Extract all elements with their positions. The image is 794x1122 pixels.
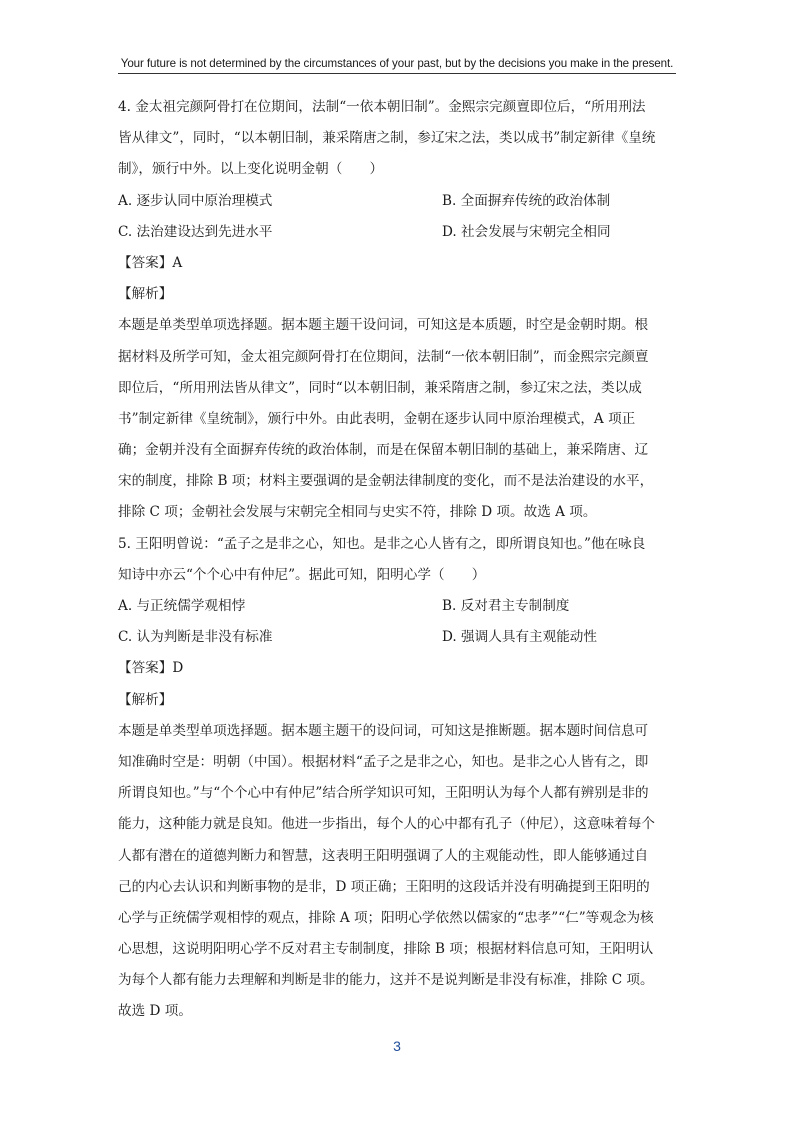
question-5-analysis-line-1: 本题是单类型单项选择题。据本题主题干的设问词，可知这是推断题。据本题时间信息可 [118,722,649,739]
question-4-options-row-2 [118,217,678,248]
question-5-analysis-line-8: 心思想，这说明阳明心学不反对君主专制制度，排除 B 项；根据材料信息可知，王阳明认 [118,941,654,958]
question-5-analysis-line-4: 能力，这种能力就是良知。他进一步指出，每个人的心中都有孔子（仲尼），这意味着每个 [118,816,655,833]
question-4-analysis-line-2: 据材料及所学可知，金太祖完颜阿骨打在位期间，法制“一依本朝旧制”，而金熙宗完颜亶 [118,348,649,365]
question-5-stem-line-2: 知诗中亦云“个个心中有仲尼”。据此可知，阳明心学（ ） [118,566,486,583]
question-4-analysis-label: 【解析】 [118,286,173,303]
question-4-analysis-line-5: 确；金朝并没有全面摒弃传统的政治体制，而是在保留本朝旧制的基础上，兼采隋唐、辽 [118,442,649,459]
question-4-option-b: B. 全面摒弃传统的政治体制 [442,192,611,209]
question-5-options-row-2 [118,622,678,653]
question-5-stem-line-1: 5. 王阳明曾说：“孟子之是非之心，知也。是非之心人皆有之，即所谓良知也。”他在咏良 [118,535,646,552]
question-4-stem-line-2: 皆从律文”，同时，“以本朝旧制，兼采隋唐之制，参辽宋之法，类以成书”制定新律《皇统 [118,130,656,147]
question-4-analysis-line-1: 本题是单类型单项选择题。据本题主题干设问词，可知这是本质题，时空是金朝时期。根 [118,317,649,334]
question-5-analysis-line-3: 所谓良知也。”与“个个心中有仲尼”结合所学知识可知，王阳明认为每个人都有辨别是非的 [118,785,649,802]
question-5-option-d: D. 强调人具有主观能动性 [442,629,597,646]
question-4-option-d: D. 社会发展与宋朝完全相同 [442,223,611,240]
question-5-analysis-line-5: 人都有潜在的道德判断力和智慧，这表明王阳明强调了人的主观能动性，即人能够通过自 [118,847,649,864]
question-4-stem-line-3: 制》，颁行中外。以上变化说明金朝（ ） [118,161,384,178]
question-5-analysis-label: 【解析】 [118,691,173,708]
question-4-analysis-line-7: 排除 C 项；金朝社会发展与宋朝完全相同与史实不符，排除 D 项。故选 A 项。 [118,504,597,521]
question-4 [118,92,678,529]
question-5-answer: 【答案】D [118,660,184,677]
question-4-analysis-line-3: 即位后，“所用刑法皆从律文”，同时“以本朝旧制，兼采隋唐之制，参辽宋之法，类以成 [118,379,642,396]
question-4-answer: 【答案】A [118,254,183,271]
question-4-analysis-line-6: 宋的制度，排除 B 项；材料主要强调的是金朝法律制度的变化，而不是法治建设的水平， [118,473,654,490]
question-5-option-c: C. 认为判断是非没有标准 [118,629,273,646]
question-4-option-c: C. 法治建设达到先进水平 [118,223,273,240]
header-divider [118,73,676,74]
question-5-option-a: A. 与正统儒学观相悖 [118,598,246,614]
page-number: 3 [393,1038,401,1054]
question-5 [118,529,678,1028]
question-4-stem-line-1: 4. 金太祖完颜阿骨打在位期间，法制“一依本朝旧制”。金熙宗完颜亶即位后，“所用刑法 [118,99,646,115]
question-4-options-row-1 [118,186,678,217]
question-4-analysis-line-4: 书”制定新律《皇统制》，颁行中外。由此表明，金朝在逐步认同中原治理模式，A 项正 [118,410,636,427]
question-5-option-b: B. 反对君主专制制度 [442,598,570,614]
document-body [118,92,678,1028]
question-5-analysis-line-7: 心学与正统儒学观相悖的观点，排除 A 项；阳明心学依然以儒家的“忠孝”“仁”等观念为核 [118,909,654,926]
question-4-option-a: A. 逐步认同中原治理模式 [118,192,273,209]
question-5-analysis-line-6: 己的内心去认识和判断事物的是非，D 项正确；王阳明的这段话并没有明确提到王阳明的 [118,878,650,895]
page-header-quote: Your future is not determined by the circumstances of your past, but by the decisions you make in the present. [120,57,674,70]
question-5-analysis-line-2: 知准确时空是：明朝（中国）。根据材料“孟子之是非之心，知也。是非之心人皆有之，即 [118,753,649,770]
question-5-analysis-line-9: 为每个人都有能力去理解和判断是非的能力，这并不是说判断是非没有标准，排除 C 项。 [118,972,654,989]
question-5-options-row-1 [118,591,678,622]
question-5-analysis-line-10: 故选 D 项。 [118,1003,192,1020]
